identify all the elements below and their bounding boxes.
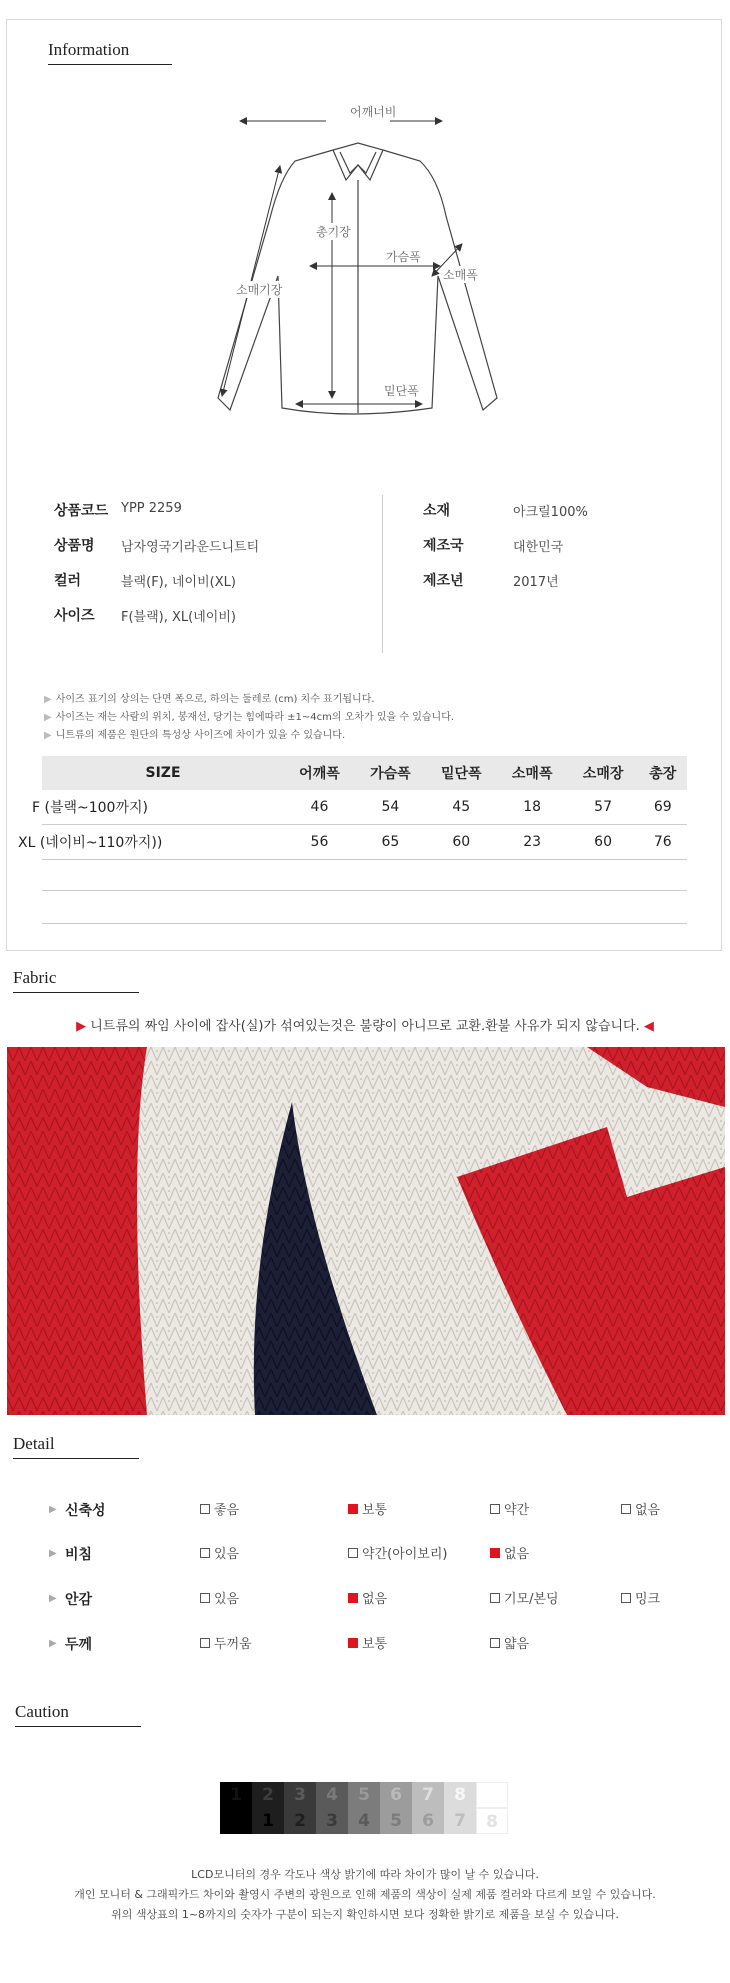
table-cell: 76: [639, 825, 687, 860]
size-note-text: 사이즈 표기의 상의는 단면 폭으로, 하의는 둘레로 (cm) 치수 표기됩니다.: [55, 694, 375, 705]
spec-label: 상품코드: [54, 503, 109, 519]
option-text: 얇음: [504, 1637, 530, 1652]
swatch: 5: [348, 1782, 380, 1808]
spec-value: 블랙(F), 네이비(XL): [121, 575, 236, 590]
diagram-label-length: 총기장: [316, 225, 351, 239]
size-table: [18, 756, 687, 860]
option-text: 없음: [635, 1503, 661, 1518]
spec-label: 소재: [423, 503, 451, 519]
spec-value: 아크릴100%: [513, 505, 588, 520]
checked-box-icon: [490, 1548, 500, 1558]
checkbox-icon: [490, 1504, 500, 1514]
fabric-title: Fabric: [13, 968, 139, 993]
diagram-label-sleeve-length: 소매기장: [236, 283, 283, 297]
detail-option: [490, 1633, 529, 1652]
table-cell: 45: [426, 790, 497, 825]
row-marker-icon: ▶: [49, 1504, 57, 1515]
detail-option: [200, 1543, 239, 1562]
option-text: 약간(아이보리): [362, 1547, 448, 1562]
caution-title: Caution: [15, 1702, 141, 1727]
row-marker-icon: ▶: [49, 1638, 57, 1649]
size-note-text: 니트류의 제품은 원단의 특성상 사이즈에 차이가 있을 수 있습니다.: [55, 730, 346, 741]
size-label-cell: [32, 790, 284, 825]
checkbox-icon: [200, 1638, 210, 1648]
size-note: ▶ 사이즈는 재는 사람의 위치, 봉재선, 당기는 힘에따라 ±1~4cm의 오차가 있을 수 있습니다.: [44, 712, 455, 723]
detail-option: [490, 1499, 529, 1518]
table-cell: 46: [284, 790, 355, 825]
spec-label: 제조년: [423, 573, 464, 589]
swatch: 2: [284, 1808, 316, 1834]
swatch: 1: [220, 1782, 252, 1808]
spec-value: 남자영국기라운드니트티: [121, 540, 260, 555]
information-title: Information: [48, 40, 172, 65]
header-cell: 총장: [639, 756, 687, 790]
table-cell: 60: [568, 825, 639, 860]
detail-title: Detail: [13, 1434, 139, 1459]
option-text: 보통: [362, 1503, 388, 1518]
spec-divider: [382, 495, 383, 653]
notice-arrow-left-icon: ▶: [76, 1019, 87, 1034]
detail-option: [200, 1633, 252, 1652]
spec-value: F(블랙), XL(네이비): [121, 610, 236, 625]
option-text: 없음: [362, 1592, 388, 1607]
checked-box-icon: [348, 1593, 358, 1603]
spec-value: 2017년: [513, 575, 559, 590]
diagram-label-chest: 가슴폭: [386, 250, 421, 264]
detail-option: [200, 1588, 239, 1607]
checkbox-icon: [200, 1548, 210, 1558]
detail-label: 비침: [65, 1547, 93, 1563]
header-cell: 소매폭: [497, 756, 568, 790]
table-empty-row-line: [42, 890, 687, 891]
spec-value: YPP 2259: [121, 501, 182, 516]
header-cell: 어깨폭: [284, 756, 355, 790]
spec-label: 컬러: [54, 573, 82, 589]
detail-option-selected: [348, 1633, 387, 1652]
swatch: 2: [252, 1782, 284, 1808]
diagram-measure-lines: [200, 98, 530, 438]
option-text: 두꺼움: [214, 1637, 252, 1652]
caution-line: 위의 색상표의 1~8까지의 숫자가 구분이 되는지 확인하시면 보다 정확한 밝기로 제품을 보실 수 있습니다.: [111, 1908, 619, 1921]
swatch: [220, 1808, 252, 1834]
spec-label: 제조국: [423, 538, 464, 554]
swatch: 1: [252, 1808, 284, 1834]
table-cell: 23: [497, 825, 568, 860]
table-cell: 60: [426, 825, 497, 860]
table-cell: 54: [355, 790, 426, 825]
option-text: 있음: [214, 1592, 240, 1607]
swatch: 6: [412, 1808, 444, 1834]
table-row: [42, 790, 687, 825]
detail-label: 두께: [65, 1637, 93, 1653]
checkbox-icon: [621, 1504, 631, 1514]
swatch: 6: [380, 1782, 412, 1808]
checkbox-icon: [348, 1548, 358, 1558]
table-cell: 57: [568, 790, 639, 825]
detail-option-selected: [490, 1543, 529, 1562]
table-cell: 69: [639, 790, 687, 825]
size-note-text: 사이즈는 재는 사람의 위치, 봉재선, 당기는 힘에따라 ±1~4cm의 오차가 있을 수 있습니다.: [55, 712, 455, 723]
fabric-notice: [0, 1015, 730, 1034]
detail-option: [621, 1499, 660, 1518]
swatch: 3: [284, 1782, 316, 1808]
row-marker-icon: ▶: [49, 1548, 57, 1559]
fabric-notice-text: 니트류의 짜임 사이에 잡사(실)가 섞여있는것은 불량이 아니므로 교환.환불 사유가 되지 않습니다.: [90, 1019, 640, 1034]
checkbox-icon: [490, 1593, 500, 1603]
size-note: ▶ 사이즈 표기의 상의는 단면 폭으로, 하의는 둘레로 (cm) 치수 표기됩니다.: [44, 694, 375, 705]
size-note: ▶ 니트류의 제품은 원단의 특성상 사이즈에 차이가 있을 수 있습니다.: [44, 730, 346, 741]
detail-option-selected: [348, 1588, 387, 1607]
checkbox-icon: [621, 1593, 631, 1603]
header-cell: 밑단폭: [426, 756, 497, 790]
spec-value: 대한민국: [513, 540, 564, 555]
swatch: 8: [476, 1808, 508, 1834]
option-text: 밍크: [635, 1592, 661, 1607]
detail-option: [490, 1588, 559, 1607]
detail-option-selected: [348, 1499, 387, 1518]
header-cell: 가슴폭: [355, 756, 426, 790]
checked-box-icon: [348, 1504, 358, 1514]
table-row: [42, 825, 687, 860]
header-cell: SIZE: [42, 756, 284, 790]
detail-option: [200, 1499, 239, 1518]
spec-label: 사이즈: [54, 608, 95, 624]
detail-label: 신축성: [65, 1503, 106, 1519]
detail-option: [621, 1588, 660, 1607]
table-cell: 18: [497, 790, 568, 825]
table-empty-row-line: [42, 923, 687, 924]
spec-label: 상품명: [54, 538, 95, 554]
size-label-cell: [18, 825, 284, 860]
swatch: 3: [316, 1808, 348, 1834]
caution-line: LCD모니터의 경우 각도나 색상 밝기에 따라 차이가 많이 날 수 있습니다.: [191, 1868, 539, 1881]
detail-option: [348, 1543, 448, 1562]
checkbox-icon: [490, 1638, 500, 1648]
caution-line: 개인 모니터 & 그래픽카드 차이와 촬영시 주변의 광원으로 인해 제품의 색상이 실제 제품 컬러와 다르게 보일 수 있습니다.: [74, 1888, 656, 1901]
color-swatch-top-row: [220, 1782, 508, 1808]
table-cell: 56: [284, 825, 355, 860]
checked-box-icon: [348, 1638, 358, 1648]
fabric-closeup-photo: [7, 1047, 725, 1415]
checkbox-icon: [200, 1504, 210, 1514]
size-table-header: [42, 756, 687, 790]
checkbox-icon: [200, 1593, 210, 1603]
swatch: 7: [412, 1782, 444, 1808]
swatch: 8: [444, 1782, 476, 1808]
swatch: [476, 1782, 508, 1808]
color-swatch-bottom-row: [220, 1808, 508, 1834]
option-text: 약간: [504, 1503, 530, 1518]
swatch: 7: [444, 1808, 476, 1834]
table-cell: 65: [355, 825, 426, 860]
option-text: 없음: [504, 1547, 530, 1562]
option-text: 기모/본딩: [504, 1592, 559, 1607]
header-cell: 소매장: [568, 756, 639, 790]
size-label: F (블랙~100까지): [32, 800, 148, 816]
swatch: 4: [316, 1782, 348, 1808]
size-label: XL (네이비~110까지)): [18, 835, 163, 851]
row-marker-icon: ▶: [49, 1593, 57, 1604]
diagram-label-sleeve-width: 소매폭: [443, 268, 478, 282]
option-text: 있음: [214, 1547, 240, 1562]
detail-label: 안감: [65, 1592, 93, 1608]
diagram-label-shoulder: 어깨너비: [350, 105, 397, 119]
diagram-label-hem: 밑단폭: [384, 384, 419, 398]
option-text: 보통: [362, 1637, 388, 1652]
swatch: 5: [380, 1808, 412, 1834]
notice-arrow-right-icon: ◀: [643, 1019, 654, 1034]
swatch: 4: [348, 1808, 380, 1834]
option-text: 좋음: [214, 1503, 240, 1518]
